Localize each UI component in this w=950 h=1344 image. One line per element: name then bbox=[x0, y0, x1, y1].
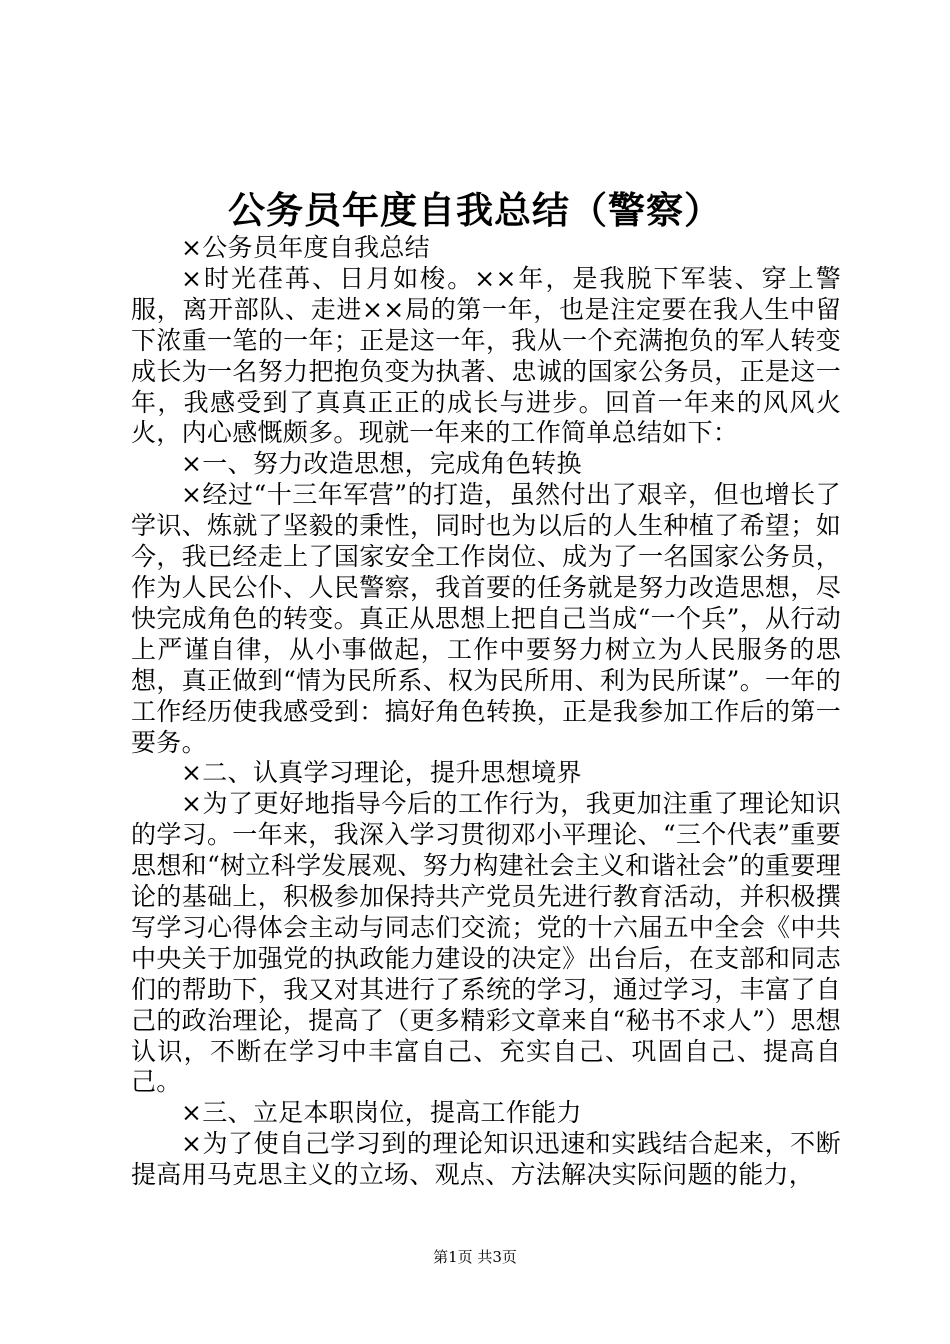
document-title: 公务员年度自我总结（警察） bbox=[228, 188, 722, 232]
paragraph-section-1: ×经过“十三年军营”的打造，虽然付出了艰辛，但也增长了学识、炼就了坚毅的秉性，同时也为以后的人生种植了希望；如今，我已经走上了国家安全工作岗位、成为了一名国家公务员，作为人民公仆、人民警察，我首要的任务就是努力改造思想，尽快完成角色的转变。真正从思想上把自己当成“一个兵”，从行动上严谨自律，从小事做起，工作中要努力树立为人民服务的思想，真正做到“情为民所系、权为民所用、利为民所谋”。一年的工作经历使我感受到：搞好角色转换，正是我参加工作后的第一要务。 bbox=[131, 480, 841, 757]
document-body bbox=[131, 233, 841, 1191]
section-heading-3: ×三、立足本职岗位，提高工作能力 bbox=[181, 1098, 582, 1128]
paragraph-heading: ×公务员年度自我总结 bbox=[181, 233, 430, 262]
paragraph-intro: ×时光荏苒、日月如梭。××年，是我脱下军装、穿上警服，离开部队、走进××局的第一年，也是注定要在我人生中留下浓重一笔的一年；正是这一年，我从一个充满抱负的军人转变成长为一名努力把抱负变为执著、忠诚的国家公务员，正是这一年，我感受到了真真正正的成长与进步。回首一年来的风风火火，内心感慨颇多。现就一年来的工作简单总结如下： bbox=[131, 263, 841, 448]
paragraph-section-3: ×为了使自己学习到的理论知识迅速和实践结合起来，不断提高用马克思主义的立场、观点、方法解决实际问题的能力， bbox=[131, 1129, 841, 1190]
section-heading-1: ×一、努力改造思想，完成角色转换 bbox=[181, 449, 582, 479]
page-footer: 第1页 共3页 bbox=[433, 1248, 517, 1266]
paragraph-section-2: ×为了更好地指导今后的工作行为，我更加注重了理论知识的学习。一年来，我深入学习贯彻邓小平理论、“三个代表”重要思想和“树立科学发展观、努力构建社会主义和谐社会”的重要理论的基础上，积极参加保持共产党员先进行教育活动，并积极撰写学习心得体会主动与同志们交流；党的十六届五中全会《中共中央关于加强党的执政能力建设的决定》出台后，在支部和同志们的帮助下，我又对其进行了系统的学习，通过学习，丰富了自己的政治理论，提高了（更多精彩文章来自“秘书不求人”）思想认识，不断在学习中丰富自己、充实自己、巩固自己、提高自己。 bbox=[131, 789, 841, 1097]
section-heading-2: ×二、认真学习理论，提升思想境界 bbox=[181, 758, 582, 788]
